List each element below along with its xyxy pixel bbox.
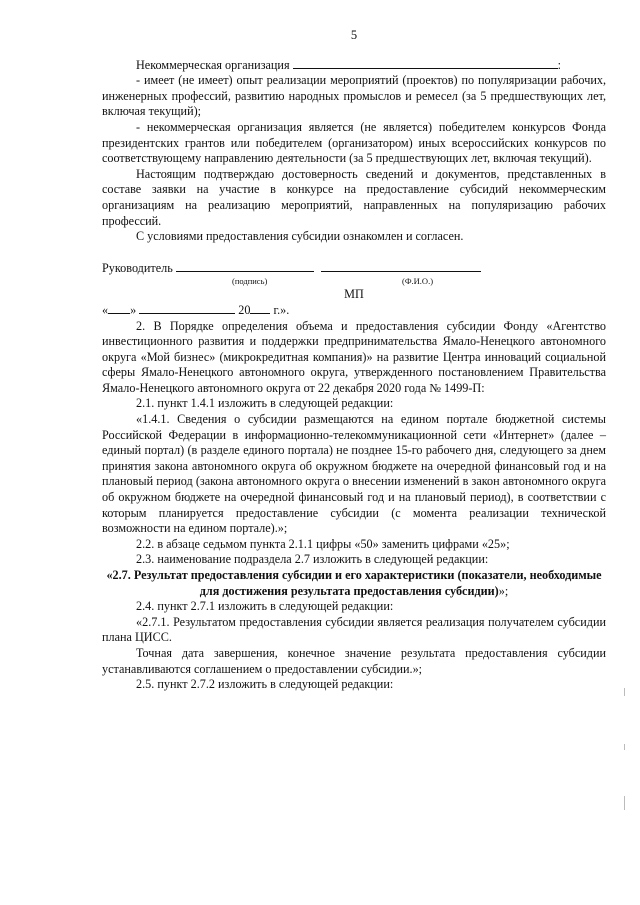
scan-artifact-mark [624, 796, 625, 810]
paragraph-item-2-3: 2.3. наименование подраздела 2.7 изложить в следующей редакции: [136, 552, 489, 567]
head-label: Руководитель [102, 260, 173, 275]
signature-caption: (подпись) [232, 276, 268, 287]
date-line [102, 303, 606, 319]
paragraph-item-2-5: 2.5. пункт 2.7.2 изложить в следующей редакции: [136, 677, 394, 692]
page-number: 5 [350, 28, 358, 42]
paragraph-exact-date: Точная дата завершения, конечное значение результата предоставления субсидии устанавливаются соглашением о предоставлении субсидии.»; [102, 645, 606, 676]
section-heading-text: «2.7. Результат предоставления субсидии и его характеристики (показатели, необходимые для достижения результата предоставления субсидии) [106, 568, 602, 598]
paragraph-item-2-7-1: «2.7.1. Результатом предоставления субсидии является реализация получателем субсидии плана ЦИСС. [102, 614, 606, 645]
signature-row [102, 261, 606, 277]
section-heading-tail: »; [498, 583, 509, 598]
year-blank [250, 313, 270, 314]
stamp-place: МП [344, 287, 364, 302]
year-suffix: г.». [273, 302, 290, 317]
signature-blank [176, 271, 314, 272]
scan-artifact-mark [624, 744, 625, 750]
name-blank [321, 271, 481, 272]
paragraph-item-1-4-1: «1.4.1. Сведения о субсидии размещаются на едином портале бюджетной системы Российской Федерации в информационно-телекоммуникационной сети «Интернет» (далее – единый портал) (в разделе единого портала) не позднее 15-го рабочего дня, следующего за днем принятия закона автономного округа об окружном бюджете на очередной финансовый год и на плановый период (закона автономного округа о внесении изменений в закон автономного округа об окружном бюджете на очередной финансовый год и на плановый период), в соответствии с которым планируется предоставление субсидии (с момента реализации технической возможности на едином портале).»; [102, 412, 606, 536]
org-label: Некоммерческая организация [136, 57, 290, 72]
org-blank-line [293, 68, 558, 69]
date-close-quote: » [130, 302, 137, 317]
day-blank [108, 313, 130, 314]
paragraph-item-2-2: 2.2. в абзаце седьмом пункта 2.1.1 цифры «50» заменить цифрами «25»; [136, 536, 510, 551]
org-colon: : [557, 57, 562, 72]
month-blank [139, 313, 235, 314]
paragraph-winner: - некоммерческая организация является (не является) победителем конкурсов Фонда президентских грантов или победителем (организатором) иных всероссийских конкурсов по соответствующему направлению деятельности (за 5 предшествующих лет, включая текущий). [102, 119, 606, 166]
paragraph-item-2-4: 2.4. пункт 2.7.1 изложить в следующей редакции: [136, 599, 394, 614]
paragraph-item-2: 2. В Порядке определения объема и предоставления субсидии Фонду «Агентство инвестиционного развития и поддержки предпринимательства Ямало-Ненецкого автономного округа «Мой бизнес» (микрокредитная компания)» на развитие Центра инноваций социальной сферы Ямало-Ненецкого автономного округа, утвержденного постановлением Правительства Ямало-Ненецкого автономного округа от 22 декабря 2020 года № 1499-П: [102, 318, 606, 395]
paragraph-confirm: Настоящим подтверждаю достоверность сведений и документов, представленных в составе заявки на участие в конкурсе на предоставление субсидий некоммерческим организациям на реализацию мероприятий, направленных на популяризацию рабочих профессий. [102, 166, 606, 228]
name-caption: (Ф.И.О.) [402, 276, 434, 287]
paragraph-experience: - имеет (не имеет) опыт реализации мероприятий (проектов) по популяризации рабочих, инженерных профессий, развитию народных промыслов и ремесел (за 5 предшествующих лет, включая текущий); [102, 73, 606, 119]
scan-artifact-mark [624, 688, 625, 696]
paragraph-agree: С условиями предоставления субсидии ознакомлен и согласен. [136, 229, 464, 244]
year-prefix: 20 [238, 302, 251, 317]
paragraph-item-2-1: 2.1. пункт 1.4.1 изложить в следующей редакции: [136, 396, 394, 411]
org-line [102, 58, 606, 74]
document-page [102, 28, 606, 693]
date-open-quote: « [102, 302, 109, 317]
signature-captions [102, 276, 606, 287]
section-heading-2-7 [102, 568, 606, 599]
